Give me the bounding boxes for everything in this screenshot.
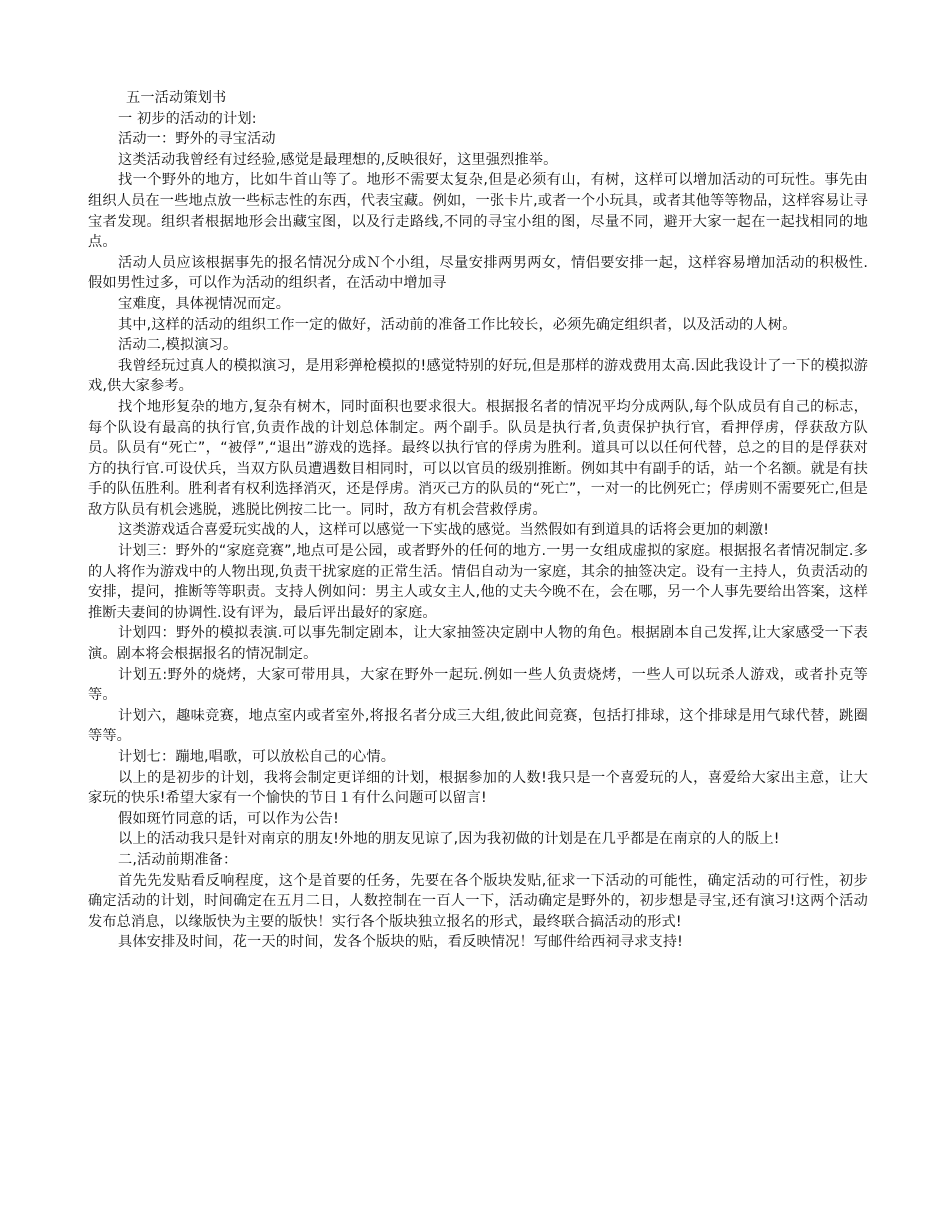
paragraph: 这类活动我曾经有过经验,感觉是最理想的,反映很好，这里强烈推举。 (118, 151, 558, 168)
plan-5-paragraph: 计划五:野外的烧烤，大家可带用具，大家在野外一起玩.例如一些人负责烧烤，一些人可以玩杀人游戏，或者扑克等等。 (88, 666, 868, 704)
paragraph: 找个地形复杂的地方,复杂有树木，同时面积也要求很大。根据报名者的情况平均分成两队,每个队成员有自己的标志，每个队设有最高的执行官,负责作战的计划总体制定。两个副手。队员是执行者,负责保护执行官，看押俘虏，俘获敌方队员。队员有“死亡”，“被俘”,“退出”游戏的选择。最终以执行官的俘虏为胜利。道具可以以任何代替，总之的目的是俘获对方的执行官.可设伏兵，当双方队员遭遇数目相同时，可以以官员的级别推断。例如其中有副手的话，站一个名额。就是有扶手的队伍胜利。胜利者有权利选择消灭，还是俘虏。消灭己方的队员的“死亡”，一对一的比例死亡；俘虏则不需要死亡,但是敌方队员有机会逃脱，逃脱比例按二比一。同时，敌方有机会营救俘虏。 (88, 398, 868, 518)
paragraph: 其中,这样的活动的组织工作一定的做好，活动前的准备工作比较长，必须先确定组织者，以及活动的人树。 (118, 316, 797, 333)
plan-7-paragraph: 计划七：蹦地,唱歌，可以放松自己的心情。 (118, 749, 396, 765)
document-body (88, 88, 868, 953)
plan-3-paragraph: 计划三：野外的“家庭竞赛”,地点可是公园，或者野外的任何的地方.一男一女组成虚拟的家庭。根据报名者情况制定.多的人将作为游戏中的人物出现,负责干扰家庭的正常生活。情侣自动为一家庭，其余的抽签决定。设有一主持人，负责活动的安排，提问，推断等等职责。支持人例如问：男主人或女主人,他的丈夫今晚不在，会在哪，另一个人事先要给出答案，这样推断夫妻间的协调性.设有评为，最后评出最好的家庭。 (88, 543, 868, 621)
paragraph: 找一个野外的地方，比如牛首山等了。地形不需要太复杂,但是必须有山，有树，这样可以增加活动的可玩性。事先由组织人员在一些地点放一些标志性的东西，代表宝藏。例如，一张卡片,或者一个小玩具，或者其他等等物品，这样容易让寻宝者发现。组织者根据地形会出藏宝图，以及行走路线,不同的寻宝小组的图，尽量不同，避开大家一起在一起找相同的地点。 (88, 172, 868, 251)
paragraph: 假如斑竹同意的话，可以作为公告! (118, 810, 339, 827)
paragraph: 活动人员应该根据事先的报名情况分成Ｎ个小组，尽量安排两男两女，情侣要安排一起，这样容易增加活动的积极性.假如男性过多，可以作为活动的组织者，在活动中增加寻 (88, 254, 868, 292)
document-title: 五一活动策划书 (126, 90, 227, 106)
plan-6-paragraph: 计划六，趣味竞赛，地点室内或者室外,将报名者分成三大组,彼此间竞赛，包括打排球，这个排球是用气球代替，跳圈等等。 (88, 707, 868, 745)
paragraph: 具体安排及时间，花一天的时间，发各个版块的贴，看反映情况！写邮件给西祠寻求支持! (118, 934, 684, 951)
paragraph: 宝难度，具体视情况而定。 (118, 295, 291, 312)
activity-1-heading: 活动一：野外的寻宝活动 (118, 131, 276, 148)
paragraph: 以上的活动我只是针对南京的朋友!外地的朋友见谅了,因为我初做的计划是在几乎都是在南京的人的版上! (118, 831, 780, 848)
paragraph: 这类游戏适合喜爱玩实战的人，这样可以感觉一下实战的感觉。当然假如有到道具的话将会更加的刺激! (118, 522, 770, 539)
paragraph: 我曾经玩过真人的模拟演习，是用彩弹枪模拟的!感觉特别的好玩,但是那样的游戏费用太高.因此我设计了一下的模拟游戏,供大家参考。 (88, 357, 868, 395)
section-heading-2: 二,活动前期准备： (118, 851, 238, 868)
paragraph: 首先先发贴看反响程度，这个是首要的任务，先要在各个版块发贴,征求一下活动的可能性，确定活动的可行性，初步确定活动的计划，时间确定在五月二日，人数控制在一百人一下，活动确定是野外的，初步想是寻宝,还有演习!这两个活动发布总消息，以缘版快为主要的版快！实行各个版块独立报名的形式，最终联合搞活动的形式! (88, 872, 868, 930)
paragraph: 以上的是初步的计划，我将会制定更详细的计划，根据参加的人数!我只是一个喜爱玩的人，喜爱给大家出主意，让大家玩的快乐!希望大家有一个愉快的节日１有什么问题可以留言! (88, 769, 868, 807)
section-heading-1: 一 初步的活动的计划: (118, 110, 257, 127)
activity-2-heading: 活动二,模拟演习。 (118, 337, 238, 354)
plan-4-paragraph: 计划四：野外的模拟表演.可以事先制定剧本，让大家抽签决定剧中人物的角色。根据剧本自己发挥,让大家感受一下表演。剧本将会根据报名的情况制定。 (88, 625, 868, 663)
